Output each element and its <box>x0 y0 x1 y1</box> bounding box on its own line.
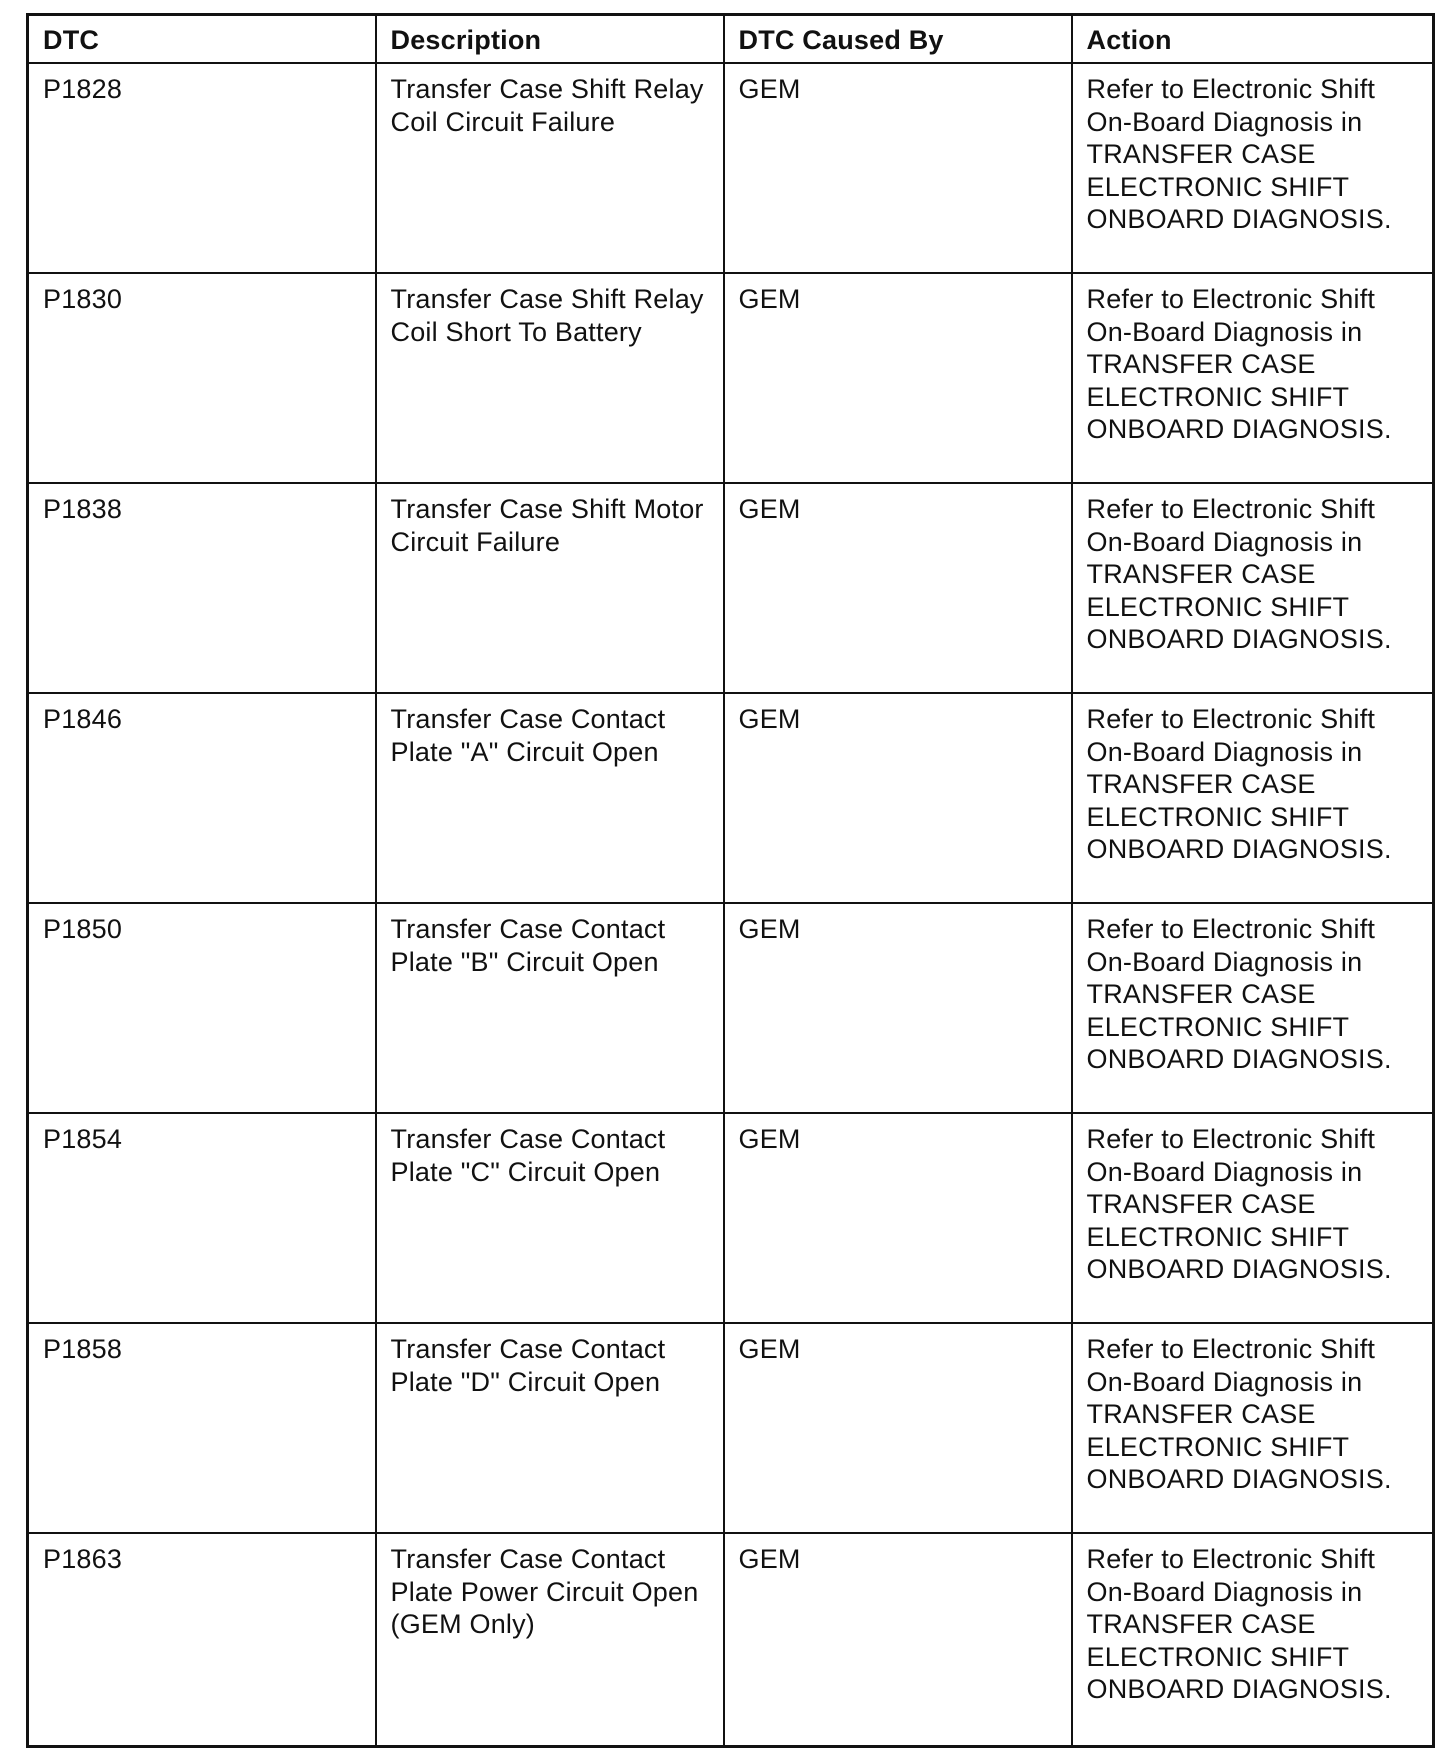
cell-dtc <box>28 1113 376 1323</box>
cell-description <box>376 693 724 903</box>
cell-description <box>376 903 724 1113</box>
table-row <box>28 1533 1434 1747</box>
cell-dtc <box>28 693 376 903</box>
dtc-description: Transfer Case Contact Plate "D" Circuit Open <box>390 1334 666 1397</box>
cell-caused-by <box>724 483 1072 693</box>
table-body <box>28 63 1434 1747</box>
table-row <box>28 1323 1434 1533</box>
dtc-caused-by: GEM <box>738 494 801 524</box>
header-caused-by: DTC Caused By <box>724 15 1072 64</box>
cell-action <box>1072 903 1434 1113</box>
dtc-code: P1850 <box>43 914 123 944</box>
cell-dtc <box>28 483 376 693</box>
cell-action <box>1072 1113 1434 1323</box>
header-action: Action <box>1072 15 1434 64</box>
dtc-action: Refer to Electronic Shift On-Board Diagnosis in TRANSFER CASE ELECTRONIC SHIFT ONBOARD DIAGNOSIS. <box>1086 284 1392 444</box>
cell-action <box>1072 63 1434 273</box>
cell-caused-by <box>724 903 1072 1113</box>
cell-dtc <box>28 63 376 273</box>
cell-description <box>376 63 724 273</box>
dtc-caused-by: GEM <box>738 914 801 944</box>
header-row <box>28 15 1434 64</box>
cell-action <box>1072 273 1434 483</box>
dtc-code: P1854 <box>43 1124 123 1154</box>
dtc-code: P1828 <box>43 74 123 104</box>
dtc-action: Refer to Electronic Shift On-Board Diagnosis in TRANSFER CASE ELECTRONIC SHIFT ONBOARD DIAGNOSIS. <box>1086 704 1392 864</box>
table-row <box>28 483 1434 693</box>
cell-description <box>376 483 724 693</box>
dtc-description: Transfer Case Contact Plate "C" Circuit Open <box>390 1124 666 1187</box>
dtc-caused-by: GEM <box>738 704 801 734</box>
dtc-caused-by: GEM <box>738 74 801 104</box>
cell-action <box>1072 1323 1434 1533</box>
dtc-action: Refer to Electronic Shift On-Board Diagnosis in TRANSFER CASE ELECTRONIC SHIFT ONBOARD DIAGNOSIS. <box>1086 74 1392 234</box>
cell-description <box>376 1113 724 1323</box>
cell-caused-by <box>724 1533 1072 1747</box>
dtc-caused-by: GEM <box>738 284 801 314</box>
dtc-code: P1838 <box>43 494 123 524</box>
cell-dtc <box>28 273 376 483</box>
cell-dtc <box>28 1533 376 1747</box>
cell-description <box>376 1533 724 1747</box>
dtc-action: Refer to Electronic Shift On-Board Diagnosis in TRANSFER CASE ELECTRONIC SHIFT ONBOARD DIAGNOSIS. <box>1086 1124 1392 1284</box>
cell-dtc <box>28 903 376 1113</box>
table-row <box>28 273 1434 483</box>
cell-caused-by <box>724 693 1072 903</box>
table-row <box>28 1113 1434 1323</box>
document-page <box>26 13 1432 1748</box>
dtc-caused-by: GEM <box>738 1124 801 1154</box>
dtc-caused-by: GEM <box>738 1334 801 1364</box>
dtc-code: P1846 <box>43 704 123 734</box>
cell-description <box>376 273 724 483</box>
dtc-description: Transfer Case Shift Relay Coil Short To Battery <box>390 284 704 347</box>
dtc-description: Transfer Case Contact Plate "A" Circuit Open <box>390 704 666 767</box>
header-description: Description <box>376 15 724 64</box>
header-dtc: DTC <box>28 15 376 64</box>
cell-action <box>1072 483 1434 693</box>
cell-caused-by <box>724 63 1072 273</box>
table-row <box>28 693 1434 903</box>
cell-caused-by <box>724 273 1072 483</box>
dtc-action: Refer to Electronic Shift On-Board Diagnosis in TRANSFER CASE ELECTRONIC SHIFT ONBOARD DIAGNOSIS. <box>1086 914 1392 1074</box>
table-header <box>28 15 1434 64</box>
dtc-action: Refer to Electronic Shift On-Board Diagnosis in TRANSFER CASE ELECTRONIC SHIFT ONBOARD DIAGNOSIS. <box>1086 1544 1392 1704</box>
table-row <box>28 63 1434 273</box>
dtc-description: Transfer Case Shift Relay Coil Circuit Failure <box>390 74 704 137</box>
dtc-code: P1858 <box>43 1334 123 1364</box>
dtc-description: Transfer Case Shift Motor Circuit Failure <box>390 494 704 557</box>
dtc-caused-by: GEM <box>738 1544 801 1574</box>
dtc-description: Transfer Case Contact Plate Power Circuit Open (GEM Only) <box>390 1544 699 1639</box>
cell-action <box>1072 1533 1434 1747</box>
cell-dtc <box>28 1323 376 1533</box>
dtc-action: Refer to Electronic Shift On-Board Diagnosis in TRANSFER CASE ELECTRONIC SHIFT ONBOARD DIAGNOSIS. <box>1086 494 1392 654</box>
cell-caused-by <box>724 1323 1072 1533</box>
cell-action <box>1072 693 1434 903</box>
dtc-code: P1830 <box>43 284 123 314</box>
cell-caused-by <box>724 1113 1072 1323</box>
dtc-code: P1863 <box>43 1544 123 1574</box>
table-row <box>28 903 1434 1113</box>
cell-description <box>376 1323 724 1533</box>
dtc-action: Refer to Electronic Shift On-Board Diagnosis in TRANSFER CASE ELECTRONIC SHIFT ONBOARD DIAGNOSIS. <box>1086 1334 1392 1494</box>
dtc-table <box>26 13 1435 1748</box>
dtc-description: Transfer Case Contact Plate "B" Circuit Open <box>390 914 666 977</box>
